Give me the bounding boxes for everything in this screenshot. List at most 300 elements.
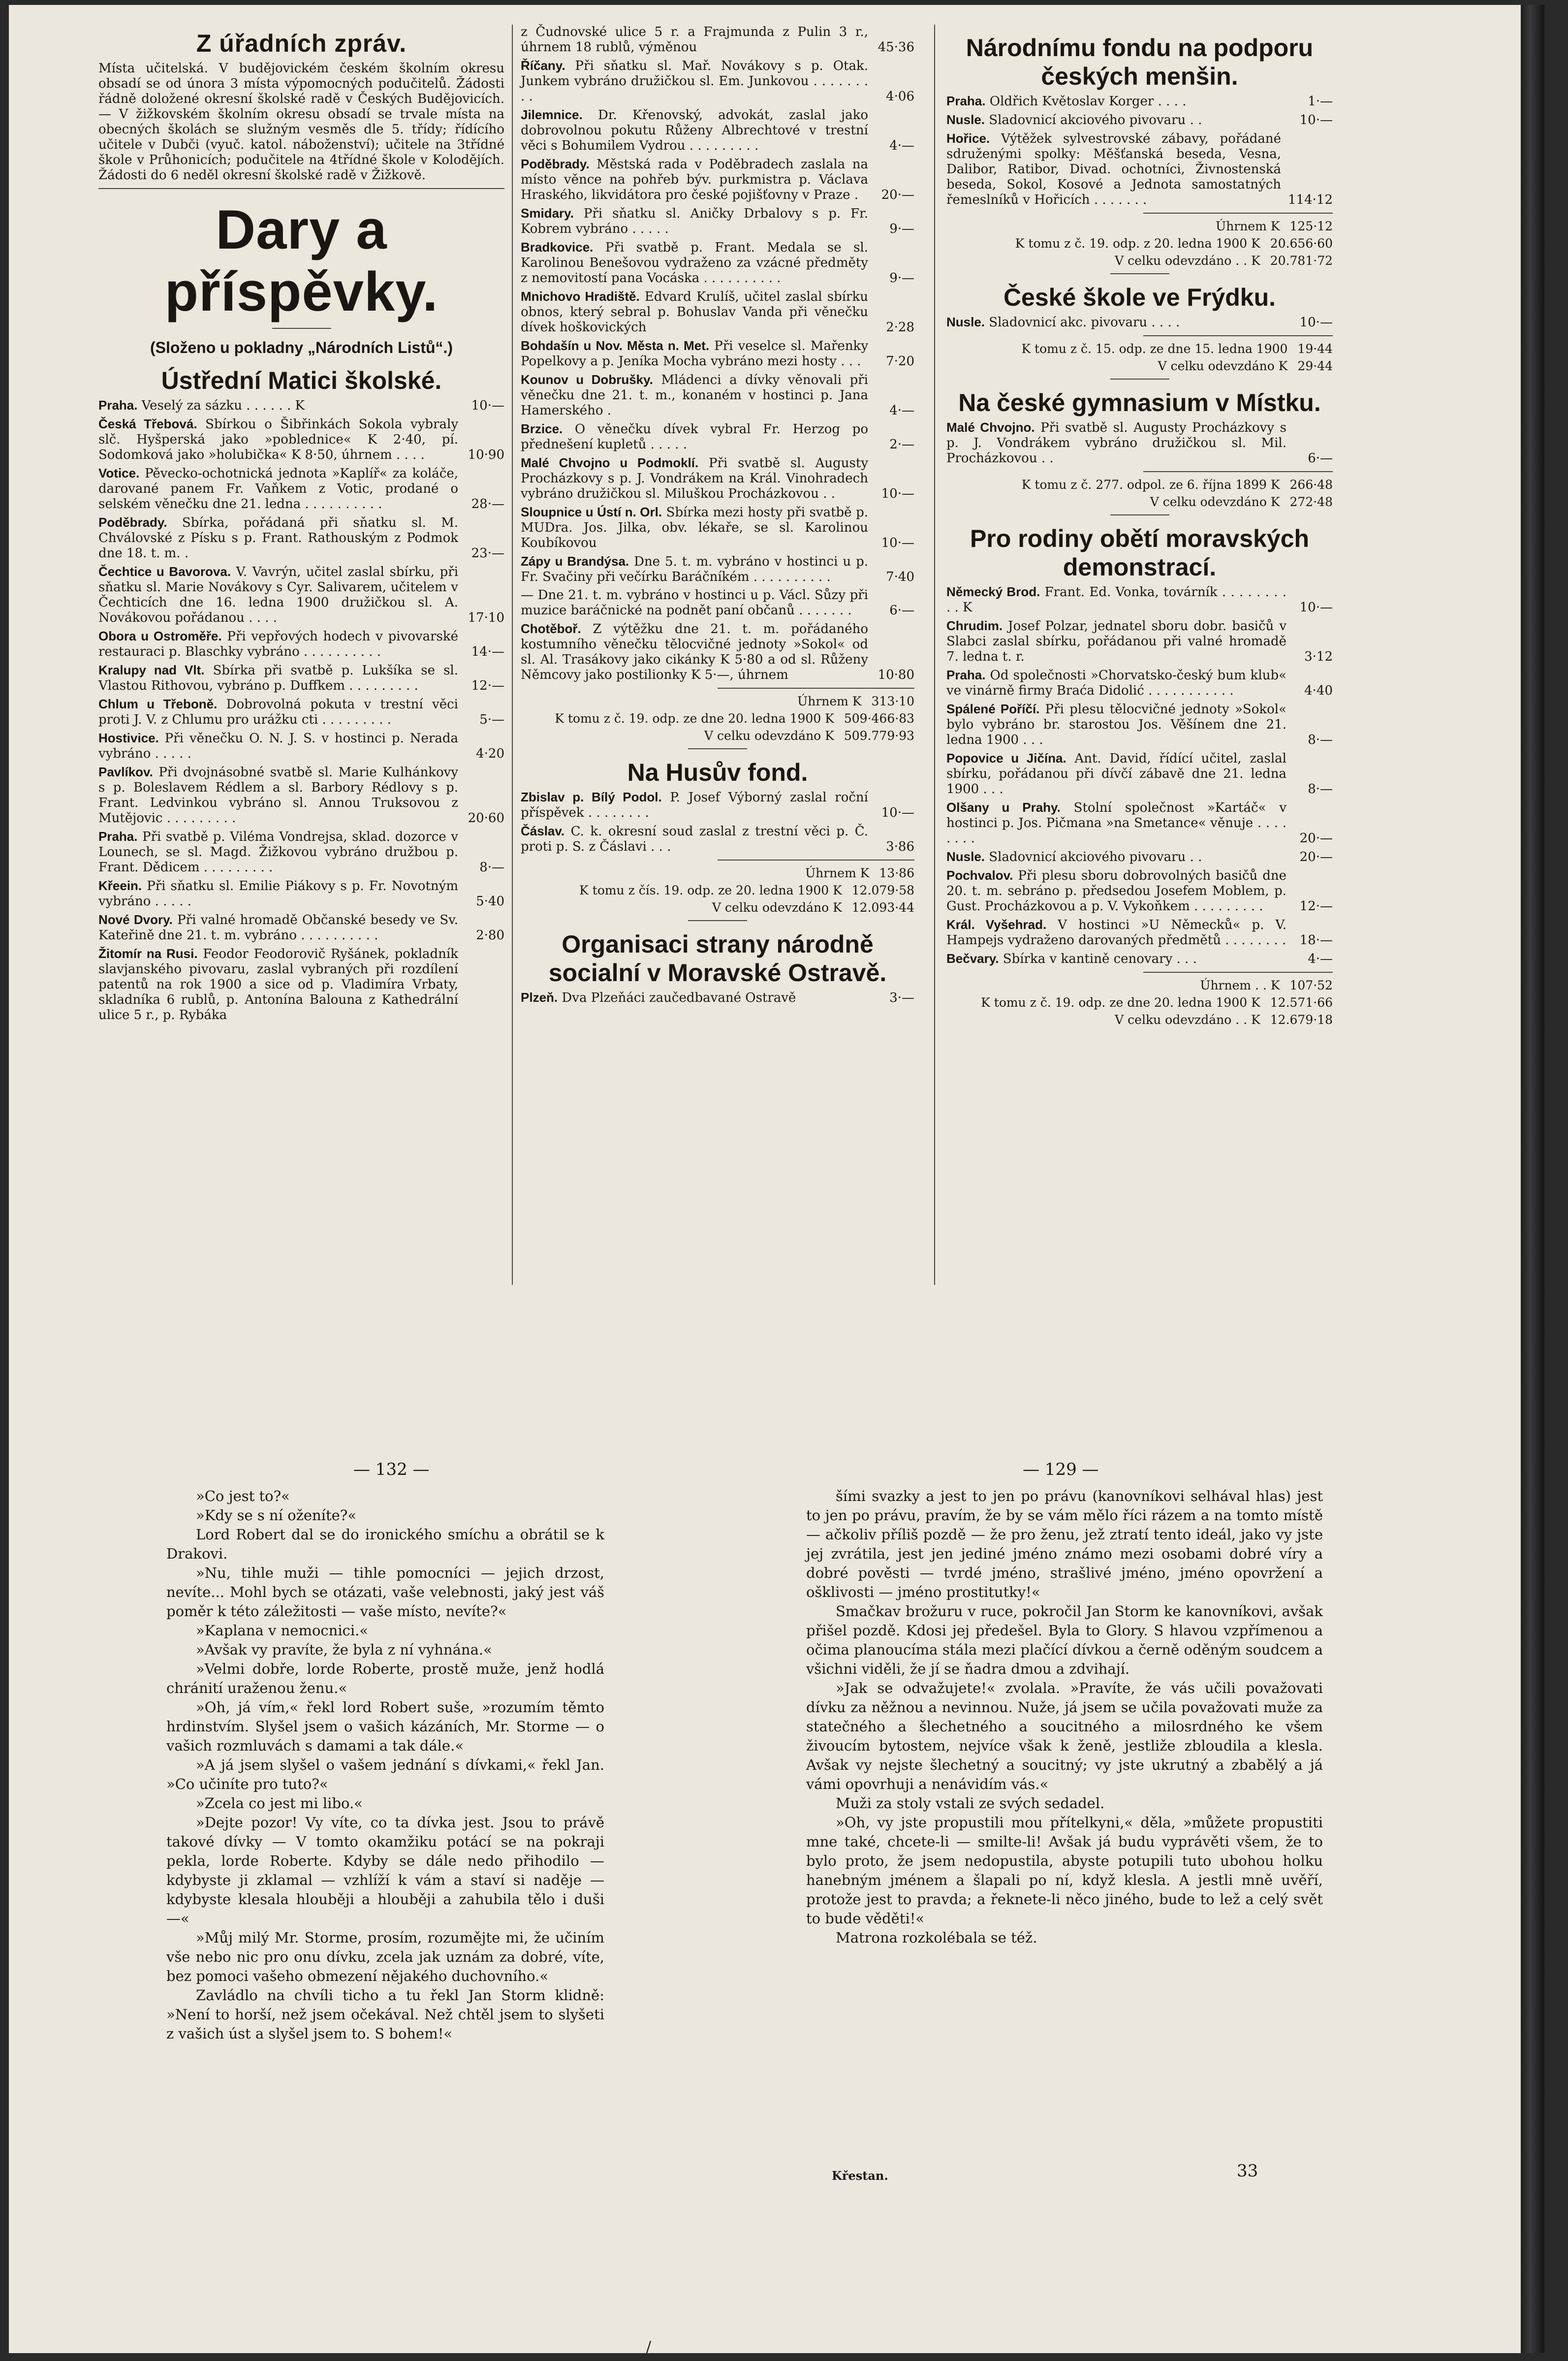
donation-entry (98, 398, 504, 414)
donation-place: Nusle. (946, 112, 985, 127)
donation-entry (946, 618, 1333, 665)
donation-description: Sbírkou o Šibřinkách Sokola vybraly slč. Hyšperská jako »poblednice« K 2·40, pí. Sodomková jako »holubička« K 8·50, úhrnem . . . . (98, 417, 459, 462)
donation-text (946, 849, 1293, 865)
donation-text (521, 455, 875, 502)
donation-text (946, 618, 1293, 665)
donation-place: Zbislav p. Bílý Podol. (521, 790, 662, 804)
novel-paragraph: »Velmi dobře, lorde Roberte, prostě muže, jenž hodlá chránití uraženou ženu.« (166, 1660, 604, 1696)
matice-entries (98, 398, 504, 1023)
total-value: 313·10 (871, 694, 914, 708)
donation-description: Stolní společnost »Kartáč« v hostinci p. Jos. Pičmana »na Smetance« věnuje . . . . . . . . (946, 800, 1287, 846)
donation-description: Městská rada v Poděbradech zaslala na místo věnce na pohřeb býv. purkmistra p. Václava Hraského, likvidátora pro české pojišťovny v Praze . (521, 157, 868, 202)
donation-amount: 7·40 (886, 570, 914, 584)
donation-place: Česká Třebová. (98, 416, 197, 431)
donation-entry (98, 946, 504, 1023)
donation-entry (946, 668, 1333, 699)
donation-entry (98, 731, 504, 762)
donation-entry (946, 112, 1333, 128)
total-row (521, 865, 914, 881)
donation-text (521, 421, 875, 452)
donation-description: P. Josef Výborný zaslal roční příspěvek . . . . . . . . (521, 790, 868, 820)
donation-description: Při svatbě sl. Augusty Procházkovy s p. J. Vondrákem vybráno družičkou sl. Mil. Procházkovou . . (946, 420, 1286, 466)
total-row (946, 236, 1333, 251)
total-row (946, 341, 1333, 356)
donation-entry (98, 765, 504, 826)
donation-text (98, 564, 465, 626)
novel-paragraph: šími svazky a jest to jen po právu (kanovníkovi selhával hlas) jest to jen po právu, pravím, že by se vám mělo říci rázem a na tomto místě — ačkoliv příliš pozdě — že pro ženu, jež ztratí tento ideál, jako vy jste jej zvrátila, jest jen jediné jméno známo mezi osobami dobré víry a dobré pověsti — tvrdé jméno, strašlivé jméno, jméno opovržení a ošklivosti — jméno prostitutky!« (806, 1488, 1323, 1600)
donation-amount: 18·— (1299, 933, 1333, 948)
donation-amount: 5·40 (476, 894, 504, 909)
total-row (521, 711, 914, 726)
donation-entry (521, 338, 914, 369)
national-fund-entries (946, 94, 1333, 208)
donation-amount: 5·— (479, 712, 504, 727)
donation-entry (521, 588, 914, 618)
donation-entry (946, 751, 1333, 797)
donation-entry (98, 564, 504, 626)
donation-amount: 23·— (471, 546, 504, 561)
donation-entry (98, 416, 504, 463)
total-value: 13·86 (879, 866, 914, 880)
heading-mistek-gymnasium: Na české gymnasium v Místku. (958, 389, 1321, 416)
donation-amount: 8·— (479, 860, 504, 875)
total-label: V celku odevzdáno K (712, 900, 842, 915)
donation-place: Praha. (946, 668, 986, 682)
donation-place: Kralupy nad Vlt. (98, 663, 205, 677)
donation-place: Bohdašín u Nov. Města n. Met. (521, 338, 710, 353)
donation-description: Při plesu tělocvičné jednoty »Sokol« bylo vybráno br. starostou Jos. Věšínem dne 21. ledna 1900 . . . (946, 702, 1286, 747)
donation-amount: 10·— (1299, 315, 1333, 330)
donation-description: Při sňatku sl. Emilie Piákovy s p. Fr. Novotným vybráno . . . . . (98, 879, 458, 909)
short-divider (688, 920, 747, 921)
donation-amount: 12·— (471, 678, 504, 693)
donation-entry (946, 917, 1333, 948)
donation-entry (521, 990, 914, 1006)
donation-place: Poděbrady. (98, 515, 167, 530)
donation-entry (521, 289, 914, 335)
donation-amount: 4·40 (1304, 683, 1333, 698)
donation-place: Pochvalov. (946, 868, 1013, 883)
heading-matice: Ústřední Matici školské. (161, 367, 442, 394)
donation-place: Plzeň. (521, 990, 558, 1005)
donation-place: Bradkovice. (521, 240, 594, 255)
donation-place: Brzice. (521, 421, 563, 436)
donation-description: Pěvecko-ochotnická jednota »Kaplíř« za koláče, darované panem Fr. Vaňkem z Votic, prodané o selském věnečku dne 21. ledna . . . . . . . . . . (98, 466, 458, 511)
donation-text (521, 824, 875, 855)
scan-edge (1521, 5, 1544, 2353)
donation-description: Sbírka v kantině cenovary . . . (1003, 952, 1197, 966)
donation-text (946, 868, 1293, 914)
novel-paragraph: Lord Robert dal se do ironického smíchu a obrátil se k Drakovi. (166, 1526, 604, 1562)
donation-amount: 6·— (889, 603, 914, 618)
donation-text (98, 878, 465, 909)
donation-entry (521, 790, 914, 821)
newspaper-page (9, 5, 1544, 2356)
novel-paragraph: »Oh, vy jste propustili mou přítelkyni,« děla, »můžete propustiti mne také, chcete-li — smilte-li! Avšak já budu vyprávěti všem, že to bylo proto, že jsem nedopustila, abyste potupili tuto ubohou holku hanebným jménem a šlapali po ní, když klesla. A jestli mně uvěří, protože jest to pravda; a řeknete-li něco jiného, bude to lež a celý svět to bude věděti!« (806, 1814, 1323, 1927)
totals-rule (718, 860, 914, 861)
short-divider (1110, 379, 1169, 380)
donation-amount: 10·90 (468, 447, 504, 462)
novel-paragraph: Muži za stoly vstali ze svých sedadel. (836, 1795, 1105, 1812)
section-divider (98, 188, 504, 189)
donation-amount: 9·— (889, 222, 914, 236)
organisation-entries (521, 990, 914, 1006)
donation-description: Při plesu sboru dobrovolných basičů dne 20. t. m. sebráno p. předsedou Josefem Moblem, p. Gust. Procházkovou a p. V. Vykoňkem . . . . . . . . . (946, 868, 1286, 914)
donation-entry (946, 702, 1333, 748)
novel-paragraph: »Co jest to?« (196, 1488, 290, 1504)
donation-description: Při sňatku sl. Mař. Novákovy s p. Otak. Junkem vybráno družičkou sl. Em. Junkovou . . . . . . . . . (521, 59, 868, 104)
total-label: Úhrnem K (1216, 219, 1280, 233)
heading-frydek-school: České škole ve Frýdku. (1003, 284, 1276, 311)
donation-entry (521, 621, 914, 683)
donation-description: Sbírka při svatbě p. Lukšíka se sl. Vlastou Rithovou, vybráno p. Duffkem . . . . . . . . . (98, 663, 459, 693)
donation-amount: 10·— (471, 398, 504, 413)
donation-text (98, 731, 465, 762)
donation-description: Oldřich Květoslav Korger . . . . (989, 94, 1187, 109)
novel-paragraph: Zavládlo na chvíli ticho a tu řekl Jan Storm klidně: »Není to horší, než jsem očekával. Než chtěl jsem to slyšeti z vašich úst a slyšel jsem to. S bohem!« (166, 1987, 604, 2042)
donation-amount: 2·80 (476, 928, 504, 943)
donation-entry (98, 829, 504, 875)
novel-text-left (166, 1487, 604, 2043)
hus-entries (521, 790, 914, 855)
donation-amount: 3·— (889, 990, 914, 1005)
short-divider (272, 328, 331, 329)
donation-place: Král. Vyšehrad. (946, 917, 1047, 932)
total-label: K tomu z č. 19. odp. ze dne 20. ledna 1900 K (981, 995, 1260, 1010)
donation-entry (521, 505, 914, 551)
total-row (946, 995, 1333, 1010)
short-divider (1110, 514, 1169, 515)
donation-place: Nusle. (946, 315, 985, 329)
total-value: 29·44 (1297, 359, 1333, 373)
donation-description: Edvard Krulíš, učitel zaslal sbírku obnos, který sebral p. Bohuslav Vanda při věnečku dívek hoškovických (521, 289, 868, 335)
donation-description: Sladovnicí akciového pivovaru . . (989, 113, 1202, 128)
donation-amount: 2·— (889, 437, 914, 452)
donation-amount: 1·— (1308, 94, 1333, 109)
donation-amount: 17·10 (468, 610, 504, 625)
donation-description: Při věnečku O. N. J. S. v hostinci p. Nerada vybráno . . . . . (98, 731, 458, 761)
donation-description: Sbírka mezi hosty při svatbě p. MUDra. Jos. Jilka, obv. lékaře, se sl. Karolinou Koubíkovou (521, 505, 869, 550)
donation-amount: 10·— (1299, 113, 1333, 128)
donation-entry (946, 420, 1333, 466)
donation-text (521, 157, 875, 203)
total-label: K tomu z č. 19. odp. z 20. ledna 1900 K (1015, 236, 1260, 251)
novel-text-right (806, 1487, 1323, 1947)
page-number-right: — 129 — (1023, 1460, 1099, 1479)
novel-paragraph: »Nu, tihle muži — tihle pomocníci — jejich drzost, nevíte... Mohl bych se otázati, vaše velebnosti, jaký jest váš poměr k této záležitosti — vaše místo, nevíte?« (166, 1564, 604, 1620)
donation-place: Čechtice u Bavorova. (98, 564, 231, 579)
donation-entry (946, 849, 1333, 865)
donation-description: V hostinci »U Německů« p. V. Hampejs vydraženo darovaných předmětů . . . . . . . . (946, 918, 1286, 948)
donations-note: (Složeno u pokladny „Národních Listů“.) (150, 339, 453, 356)
donation-text (521, 505, 875, 551)
donation-description: Při veselce sl. Mařenky Popelkovy a p. Jeníka Mocha vybráno mezi hosty . . . (521, 339, 869, 369)
donation-text (521, 338, 875, 369)
donation-description: Při valné hromadě Občanské besedy ve Sv. Kateřině dne 21. t. m. vybráno . . . . . . . . . . (98, 913, 458, 943)
donation-place: Popovice u Jičína. (946, 751, 1066, 766)
totals-rule (1143, 471, 1333, 472)
donation-entry (521, 455, 914, 502)
donation-text (521, 990, 875, 1006)
donation-place: Bečvary. (946, 951, 999, 966)
donation-entry (946, 584, 1333, 615)
donation-entry (98, 515, 504, 561)
donation-amount: 28·— (471, 497, 504, 511)
donation-text (521, 107, 875, 154)
donation-text (98, 398, 465, 414)
donation-description: Sbírka, pořádaná při sňatku sl. M. Chválovské z Písku s p. Frant. Rathouským z Podmok dne 18. t. m. . (98, 515, 458, 561)
donation-amount: 8·— (1308, 782, 1333, 797)
donation-text (946, 94, 1293, 109)
totals-rule (1143, 213, 1333, 214)
total-value: 125·12 (1289, 219, 1333, 233)
novel-paragraph: »Kdy se s ní oženíte?« (196, 1507, 357, 1524)
total-value: 19·44 (1297, 342, 1333, 356)
donation-amount: 10·— (881, 805, 914, 820)
donation-amount: 20·— (1299, 850, 1333, 864)
footer-signature: Křestan. (832, 2169, 888, 2183)
donation-description: — Dne 21. t. m. vybráno v hostinci u p. Václ. Sůzy při muzice baráčnické na podnět paní občanů . . . . . . . (521, 588, 868, 618)
victims-families-totals (946, 972, 1333, 1027)
donation-place: Smidary. (521, 206, 574, 221)
novel-paragraph: »Jak se odvažujete!« zvolala. »Pravíte, že vás učili považovati dívku za něžnou a nevinnou. Nuže, já jsem se učila považovati muže za statečného a šlechetného a soucitného a milosrdného ke všem živoucím bytostem, nejvíce však k ženě, jestliže zbloudila a klesla. Avšak vy nejste šlechetný a soucitný; vy jste ukrutný a zbabělý a já vámi opovrhuji a nenávidím vás.« (806, 1680, 1323, 1792)
stray-mark: / (646, 2338, 652, 2356)
donation-entry (946, 315, 1333, 330)
total-label: K tomu z č. 19. odp. ze dne 20. ledna 1900 K (555, 711, 834, 726)
donation-amount: 7·20 (886, 354, 914, 369)
total-label: V celku odevzdáno K (704, 729, 834, 743)
donation-entry (98, 697, 504, 728)
donation-place: Malé Chvojno u Podmoklí. (521, 455, 699, 470)
total-value: 12.679·18 (1270, 1013, 1333, 1027)
donation-place: Votice. (98, 466, 140, 480)
donation-description: z Čudnovské ulice 5 r. a Frajmunda z Pulin 3 r., úhrnem 18 rublů, výměnou (521, 25, 868, 55)
donation-amount: 20·— (1299, 831, 1333, 846)
total-label: V celku odevzdáno . . K (1115, 254, 1260, 268)
donation-entry (946, 951, 1333, 967)
donation-amount: 4·— (889, 138, 914, 153)
totals-rule (718, 688, 914, 689)
heading-victims-families: Pro rodiny obětí moravských demonstrací. (970, 525, 1310, 581)
donation-text (946, 951, 1293, 967)
donation-entry (521, 554, 914, 585)
donation-entry (946, 868, 1333, 914)
donation-amount: 20·— (881, 188, 914, 202)
donation-text (521, 206, 875, 237)
total-label: K tomu z čís. 19. odp. ze 20. ledna 1900 K (579, 883, 842, 897)
donation-amount: 4·— (1308, 952, 1333, 966)
donation-place: Malé Chvojno. (946, 420, 1035, 435)
gymnasium-entries (946, 420, 1333, 466)
donation-description: Dva Plzeňáci zaučedbavané Ostravě (562, 990, 796, 1005)
gymnasium-totals (946, 471, 1333, 510)
column-divider (934, 25, 935, 1285)
total-label: Úhrnem . . K (1200, 978, 1280, 992)
donation-entry (521, 107, 914, 154)
donation-text (521, 621, 875, 683)
donation-description: O věnečku dívek vybral Fr. Herzog po přednešení kupletů . . . . . (521, 422, 869, 452)
donation-place: Spálené Poříčí. (946, 702, 1040, 716)
donation-amount: 3·86 (886, 839, 914, 854)
donation-description: Veselý za sázku . . . . . . K (141, 398, 305, 413)
donation-place: Nusle. (946, 849, 985, 864)
donation-place: Praha. (946, 94, 986, 108)
total-label: V celku odevzdáno . . K (1115, 1013, 1260, 1027)
donation-place: Zápy u Brandýsa. (521, 554, 629, 569)
donation-entry (521, 58, 914, 104)
donation-entry (98, 878, 504, 909)
donation-entry (521, 240, 914, 286)
donation-text (946, 112, 1293, 128)
donation-text (521, 25, 875, 55)
donation-amount: 3·12 (1304, 649, 1333, 664)
donation-description: Při vepřových hodech v pivovarské restauraci p. Blaschky vybráno . . . . . . . . . . (98, 629, 458, 659)
donation-place: Chrudim. (946, 618, 1003, 633)
hus-totals (521, 860, 914, 915)
donation-place: Obora u Ostroměře. (98, 629, 222, 643)
total-value: 266·48 (1289, 478, 1333, 492)
donation-amount: 2·28 (886, 320, 914, 335)
donation-amount: 9·— (889, 271, 914, 286)
donation-description: Josef Polzar, jednatel sboru dobr. basičů v Slabci zaslal sbírku, pořádanou při valné hromadě 7. ledna t. r. (946, 619, 1287, 664)
donation-amount: 4·06 (886, 89, 914, 104)
total-value: 12.093·44 (851, 900, 914, 915)
novel-paragraph: Matrona rozkolébala se též. (836, 1929, 1037, 1946)
national-fund-totals (946, 213, 1333, 268)
total-value: 107·52 (1289, 978, 1333, 992)
donation-entry (946, 94, 1333, 109)
teacher-positions-paragraph: Místa učitelská. V budějovickém českém školním okresu obsadí se od února 3 místa výpomocných podučitelů. Žádosti řádně doložené okresní školské radě v Českých Budějovicích. — V žižkovském školním okresu obsadí se trvale místa na obecných školách se služným vesměs dle 5. třídy; řídícího učitele v Dubči (vyuč. katol. náboženství); učitele na 3třídné škole v Průhonicích; podučitele na 4třídné škole v Kolodějích. Žádosti do 6 neděl okresní školské radě v Žižkově. (98, 61, 504, 183)
donation-amount: 8·— (1308, 733, 1333, 747)
donation-text (521, 790, 875, 821)
total-value: 20.656·60 (1270, 236, 1333, 251)
total-row (946, 1012, 1333, 1027)
total-label: K tomu z č. 277. odpol. ze 6. října 1899 K (1021, 478, 1280, 492)
donation-entry (946, 131, 1333, 208)
donation-text (521, 240, 875, 286)
column-1 (98, 25, 504, 1026)
donation-amount: 10·— (881, 486, 914, 501)
donation-amount: 12·— (1299, 899, 1333, 914)
donation-text (98, 515, 465, 561)
donation-text (98, 629, 465, 660)
page-number-left: — 132 — (353, 1460, 430, 1479)
donation-description: Frant. Ed. Vonka, továrník . . . . . . . . . . K (946, 585, 1287, 615)
donation-place: Německý Brod. (946, 584, 1040, 599)
donation-text (946, 917, 1293, 948)
total-label: Úhrnem K (805, 866, 870, 880)
frydek-entries (946, 315, 1333, 330)
donation-text (521, 372, 875, 418)
donation-amount: 4·— (889, 403, 914, 418)
donation-description: Při sňatku sl. Aničky Drbalovy s p. Fr. Kobrem vybráno . . . . . (521, 206, 868, 236)
total-row (946, 978, 1333, 993)
novel-paragraph: »Zcela co jest mi libo.« (196, 1795, 363, 1812)
donation-description: Při dvojnásobné svatbě sl. Marie Kulhánkovy s p. Boleslavem Rédlem a sl. Barbory Rédlovy s p. Frant. Ledvinkou vybráno sl. Annou Truksovou z Mutějovic . . . . . . . . . (98, 765, 458, 826)
heading-official-news: Z úřadních zpráv. (196, 30, 407, 57)
total-row (521, 900, 914, 915)
total-row (946, 253, 1333, 268)
footer-page-number: 33 (1237, 2161, 1258, 2181)
donation-text (98, 466, 465, 512)
donation-amount: 4·20 (476, 746, 504, 761)
donation-amount: 10·— (1299, 600, 1333, 615)
novel-paragraph: »A já jsem slyšel o vašem jednání s dívkami,« řekl Jan. »Co učiníte pro tuto?« (166, 1756, 604, 1792)
heading-organisation: Organisaci strany národně socialní v Moravské Ostravě. (548, 930, 887, 987)
donation-text (946, 800, 1293, 846)
donation-text (98, 829, 465, 875)
total-label: V celku odevzdáno K (1158, 359, 1288, 373)
column-3 (946, 25, 1333, 1029)
novel-paragraph: »Kaplana v nemocnici.« (196, 1622, 369, 1639)
donation-place: Nové Dvory. (98, 912, 173, 927)
donation-entry (521, 824, 914, 855)
donation-text (98, 946, 465, 1023)
donation-description: Z výtěžku dne 21. t. m. pořádaného kostumního věnečku tělocvičné jednoty »Sokol« od sl. Al. Trasákovy jako cikánky K 5·80 a od sl. Růženy Němcovy jako postilionky K 5·—, úhrnem (521, 622, 868, 682)
donation-place: Pavlíkov. (98, 765, 153, 779)
donation-text (946, 751, 1293, 797)
donation-amount: 20·60 (468, 811, 504, 826)
total-value: 20.781·72 (1270, 254, 1333, 268)
donation-description: Od společnosti »Chorvatsko-český bum klub« ve vinárně firmy Braća Didolić . . . . . . . . . . . (946, 668, 1287, 698)
donation-description: Výtěžek sylvestrovské zábavy, pořádané sdruženými spolky: Měšťanská beseda, Vesna, Dalibor, Ratibor, Divad. ochotníci, Živnostenská beseda, Sokol, Kosové a Jednota samostatných řemeslníků v Hořicích . . . . . . . (946, 131, 1282, 207)
donation-text (521, 58, 875, 104)
heading-donations: Dary a příspěvky. (164, 199, 439, 322)
donation-description: Feodor Feodorovič Ryšánek, pokladník slavjanského pivovaru, zaslal vybraných při rozdílení patentů na rok 1900 a sice od p. Vladimíra Vrbaty, skladníka 6 rublů, p. Antonína Balouna z Kathedrální ulice 5 r., p. Rybáka (98, 947, 458, 1022)
donation-description: Při svatbě p. Viléma Vondrejsa, sklad. dozorce v Lounech, se sl. Magd. Žižkovou vybráno družbou p. Frant. Dědicem . . . . . . . . . (98, 830, 458, 875)
short-divider (688, 748, 747, 749)
donation-place: Mnichovo Hradiště. (521, 289, 640, 304)
total-value: 509.779·93 (844, 729, 914, 743)
donation-entry (946, 800, 1333, 846)
novel-paragraph: »Oh, já vím,« řekl lord Robert suše, »rozumím těmto hrdinstvím. Slyšel jsem o vašich kázáních, Mr. Storme — o vašich rozmluvách s damami a tak dále.« (166, 1699, 604, 1754)
donation-amount: 14·— (471, 644, 504, 659)
donation-description: V. Vavrýn, učitel zaslal sbírku, při sňatku sl. Marie Novákovy s Cyr. Salivarem, učitelem v Čechticích dne 16. ledna 1900 družičkou sl. A. Novákovou pořádanou . . . . (98, 565, 459, 625)
donation-description: C. k. okresní soud zaslal z trestní věci p. Č. proti p. S. z Čáslavi . . . (521, 824, 869, 854)
donation-text (946, 315, 1293, 330)
donation-description: Dne 5. t. m. vybráno v hostinci u p. Fr. Svačiny při večírku Baráčníkém . . . . . . . . . . (521, 554, 869, 584)
heading-hus-fund: Na Husův fond. (627, 759, 808, 786)
donation-amount: 45·36 (878, 40, 914, 55)
donation-place: Žitomír na Rusi. (98, 946, 198, 961)
total-row (521, 883, 914, 898)
total-value: 509·466·83 (844, 711, 914, 726)
totals-rule (1143, 972, 1333, 973)
donation-text (98, 765, 465, 826)
novel-paragraph: Smačkav brožuru v ruce, pokročil Jan Storm ke kanovníkovi, avšak přišel pozdě. Kdosi jej předešel. Byla to Glory. S hlavou vzpřímenou a očima planoucíma stála mezi plačící dívkou a černě oděným soudcem a všichni viděli, že jí se ňadra dmou a zdvihají. (806, 1603, 1323, 1677)
donation-description: Při svatbě sl. Augusty Procházkovy s p. J. Vondrákem na Král. Vinohradech vybráno družičkou sl. Miluškou Procházkovou . . (521, 456, 869, 501)
donation-place: Olšany u Prahy. (946, 800, 1061, 815)
donation-text (98, 697, 465, 728)
donation-description: Ant. David, řídící učitel, zaslal sbírku, pořádanou při dívčí zábavě dne 21. ledna 1900 . . . (946, 751, 1286, 797)
donation-place: Hořice. (946, 131, 990, 146)
donation-place: Hostivice. (98, 731, 159, 745)
donation-entry (521, 421, 914, 452)
donation-place: Křeein. (98, 878, 142, 893)
donation-entry (98, 663, 504, 694)
donation-text (946, 702, 1293, 748)
donation-amount: 10·80 (878, 668, 914, 682)
donation-text (98, 912, 465, 943)
donation-text (946, 668, 1293, 699)
total-row (521, 728, 914, 743)
donation-text (946, 584, 1293, 615)
victims-families-entries (946, 584, 1333, 967)
total-row (946, 477, 1333, 492)
donation-description: Sladovnicí akc. pivovaru . . . . (989, 315, 1180, 330)
donation-entry (98, 912, 504, 943)
donation-entry (521, 157, 914, 203)
